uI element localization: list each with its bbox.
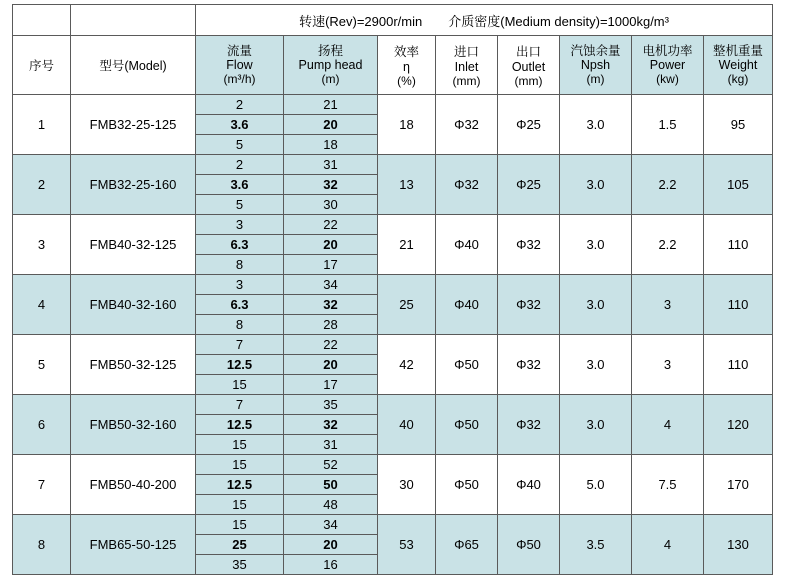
cell-model: FMB50-32-125 [71, 335, 196, 395]
cell-efficiency: 30 [378, 455, 436, 515]
cell-efficiency: 21 [378, 215, 436, 275]
cell-npsh: 3.0 [560, 275, 632, 335]
table-body [13, 95, 773, 575]
cell-outlet: Φ40 [498, 455, 560, 515]
cell-pump-head: 31 [284, 155, 378, 175]
cell-flow: 2 [196, 95, 284, 115]
cell-pump-head: 34 [284, 515, 378, 535]
cell-inlet: Φ50 [436, 395, 498, 455]
cell-pump-head: 52 [284, 455, 378, 475]
cell-pump-head: 35 [284, 395, 378, 415]
cell-npsh: 3.0 [560, 395, 632, 455]
cell-flow: 2 [196, 155, 284, 175]
table-row [13, 515, 773, 535]
cell-model: FMB32-25-125 [71, 95, 196, 155]
cell-inlet: Φ32 [436, 155, 498, 215]
cell-pump-head: 16 [284, 555, 378, 575]
pump-spec-table [12, 4, 773, 575]
cell-pump-head: 21 [284, 95, 378, 115]
cell-flow: 12.5 [196, 355, 284, 375]
title-spacer-model [71, 5, 196, 36]
cell-pump-head: 20 [284, 355, 378, 375]
cell-model: FMB40-32-160 [71, 275, 196, 335]
header-no: 序号 [13, 36, 71, 95]
cell-power: 2.2 [632, 215, 704, 275]
cell-power: 4 [632, 395, 704, 455]
cell-power: 3 [632, 275, 704, 335]
density-label: 介质密度(Medium density)=1000kg/m³ [448, 13, 669, 29]
cell-pump-head: 50 [284, 475, 378, 495]
cell-power: 2.2 [632, 155, 704, 215]
cell-outlet: Φ32 [498, 275, 560, 335]
header-outlet: 出口 Outlet (mm) [498, 36, 560, 95]
cell-no: 5 [13, 335, 71, 395]
cell-flow: 3 [196, 275, 284, 295]
spec-sheet [0, 4, 785, 572]
title-spacer-no [13, 5, 71, 36]
cell-weight: 120 [704, 395, 773, 455]
cell-pump-head: 32 [284, 415, 378, 435]
cell-efficiency: 40 [378, 395, 436, 455]
cell-outlet: Φ32 [498, 395, 560, 455]
cell-pump-head: 22 [284, 215, 378, 235]
cell-power: 4 [632, 515, 704, 575]
cell-flow: 12.5 [196, 475, 284, 495]
header-flow: 流量 Flow (m³/h) [196, 36, 284, 95]
table-row [13, 395, 773, 415]
cell-model: FMB32-25-160 [71, 155, 196, 215]
cell-pump-head: 20 [284, 115, 378, 135]
table-row [13, 215, 773, 235]
cell-no: 7 [13, 455, 71, 515]
cell-pump-head: 32 [284, 295, 378, 315]
cell-flow: 3.6 [196, 175, 284, 195]
cell-weight: 130 [704, 515, 773, 575]
cell-weight: 170 [704, 455, 773, 515]
cell-flow: 5 [196, 135, 284, 155]
cell-npsh: 3.0 [560, 155, 632, 215]
cell-no: 3 [13, 215, 71, 275]
cell-pump-head: 48 [284, 495, 378, 515]
cell-pump-head: 30 [284, 195, 378, 215]
cell-pump-head: 28 [284, 315, 378, 335]
cell-weight: 110 [704, 335, 773, 395]
table-row [13, 95, 773, 115]
cell-npsh: 3.0 [560, 95, 632, 155]
cell-flow: 25 [196, 535, 284, 555]
cell-model: FMB65-50-125 [71, 515, 196, 575]
cell-efficiency: 42 [378, 335, 436, 395]
cell-pump-head: 31 [284, 435, 378, 455]
cell-flow: 8 [196, 315, 284, 335]
cell-outlet: Φ32 [498, 335, 560, 395]
cell-pump-head: 22 [284, 335, 378, 355]
cell-npsh: 3.5 [560, 515, 632, 575]
cell-no: 2 [13, 155, 71, 215]
cell-flow: 8 [196, 255, 284, 275]
table-row [13, 275, 773, 295]
cell-power: 3 [632, 335, 704, 395]
cell-weight: 110 [704, 215, 773, 275]
cell-flow: 5 [196, 195, 284, 215]
header-inlet: 进口 Inlet (mm) [436, 36, 498, 95]
cell-flow: 7 [196, 335, 284, 355]
cell-pump-head: 17 [284, 255, 378, 275]
cell-pump-head: 32 [284, 175, 378, 195]
cell-no: 1 [13, 95, 71, 155]
cell-inlet: Φ40 [436, 215, 498, 275]
cell-npsh: 3.0 [560, 335, 632, 395]
header-power: 电机功率 Power (kw) [632, 36, 704, 95]
cell-flow: 7 [196, 395, 284, 415]
cell-no: 4 [13, 275, 71, 335]
cell-pump-head: 17 [284, 375, 378, 395]
cell-efficiency: 18 [378, 95, 436, 155]
cell-npsh: 5.0 [560, 455, 632, 515]
cell-inlet: Φ50 [436, 335, 498, 395]
cell-flow: 12.5 [196, 415, 284, 435]
cell-outlet: Φ25 [498, 155, 560, 215]
cell-outlet: Φ50 [498, 515, 560, 575]
cell-power: 1.5 [632, 95, 704, 155]
cell-flow: 6.3 [196, 235, 284, 255]
cell-flow: 15 [196, 495, 284, 515]
table-row [13, 155, 773, 175]
cell-flow: 15 [196, 375, 284, 395]
cell-flow: 35 [196, 555, 284, 575]
operating-conditions-cell [196, 5, 773, 36]
header-model: 型号(Model) [71, 36, 196, 95]
cell-flow: 6.3 [196, 295, 284, 315]
cell-weight: 110 [704, 275, 773, 335]
cell-inlet: Φ40 [436, 275, 498, 335]
table-title-row [13, 5, 773, 36]
cell-weight: 105 [704, 155, 773, 215]
cell-weight: 95 [704, 95, 773, 155]
cell-power: 7.5 [632, 455, 704, 515]
header-weight: 整机重量 Weight (kg) [704, 36, 773, 95]
cell-efficiency: 13 [378, 155, 436, 215]
speed-label: 转速(Rev)=2900r/min [299, 13, 423, 29]
cell-outlet: Φ25 [498, 95, 560, 155]
cell-outlet: Φ32 [498, 215, 560, 275]
table-row [13, 455, 773, 475]
cell-pump-head: 34 [284, 275, 378, 295]
table-header-row [13, 36, 773, 95]
cell-model: FMB40-32-125 [71, 215, 196, 275]
cell-flow: 15 [196, 515, 284, 535]
cell-no: 6 [13, 395, 71, 455]
cell-no: 8 [13, 515, 71, 575]
header-npsh: 汽蚀余量 Npsh (m) [560, 36, 632, 95]
cell-pump-head: 18 [284, 135, 378, 155]
cell-flow: 3.6 [196, 115, 284, 135]
cell-model: FMB50-40-200 [71, 455, 196, 515]
header-pump-head: 扬程 Pump head (m) [284, 36, 378, 95]
cell-inlet: Φ50 [436, 455, 498, 515]
cell-efficiency: 53 [378, 515, 436, 575]
cell-inlet: Φ32 [436, 95, 498, 155]
header-efficiency: 效率 η (%) [378, 36, 436, 95]
table-row [13, 335, 773, 355]
cell-flow: 15 [196, 435, 284, 455]
cell-flow: 3 [196, 215, 284, 235]
cell-pump-head: 20 [284, 235, 378, 255]
cell-inlet: Φ65 [436, 515, 498, 575]
cell-npsh: 3.0 [560, 215, 632, 275]
cell-flow: 15 [196, 455, 284, 475]
cell-efficiency: 25 [378, 275, 436, 335]
cell-model: FMB50-32-160 [71, 395, 196, 455]
cell-pump-head: 20 [284, 535, 378, 555]
